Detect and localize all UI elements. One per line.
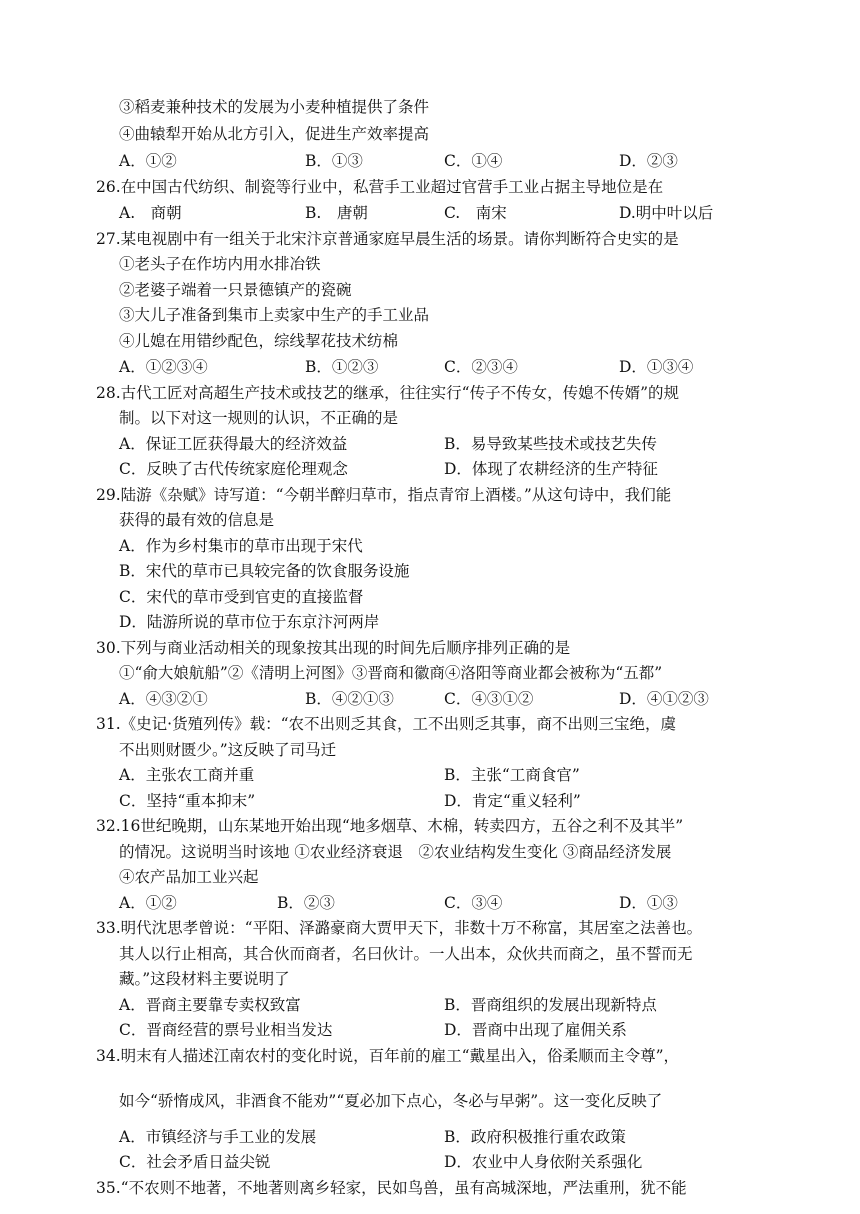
- option-a: A．①②③④: [119, 358, 208, 376]
- text-line: 不出则财匮少。”这反映了司马迁: [119, 741, 337, 759]
- option-b: B．易导致某些技术或技艺失传: [444, 435, 657, 453]
- question-32: 32.16世纪晚期，山东某地开始出现“地多烟草、木棉，转卖四方，五谷之利不及其半”: [96, 817, 684, 835]
- option-d: D．②③: [619, 152, 678, 170]
- option-row: [119, 458, 779, 480]
- question-30: 30.下列与商业活动相关的现象按其出现的时间先后顺序排列正确的是: [96, 639, 571, 657]
- question-27: 27.某电视剧中有一组关于北宋汴京普通家庭早晨生活的场景。请你判断符合史实的是: [96, 230, 679, 248]
- text-line: 制。以下对这一规则的认识，不正确的是: [119, 409, 399, 427]
- text-line: ④儿媳在用错纱配色，综线挈花技术纺棉: [119, 332, 399, 350]
- question-31: 31.《史记·货殖列传》载：“农不出则乏其食，工不出则乏其事，商不出则三宝绝，虞: [96, 715, 677, 733]
- text-line: ④农产品加工业兴起: [119, 868, 259, 886]
- option-c: C．④③①②: [444, 690, 534, 708]
- option-d: D．晋商中出现了雇佣关系: [444, 1021, 627, 1039]
- option-b: B．晋商组织的发展出现新特点: [444, 996, 657, 1014]
- option-b: B．④②①③: [305, 690, 394, 708]
- option-a: A．①②: [119, 894, 177, 912]
- option-b: B．宋代的草市已具较完备的饮食服务设施: [119, 562, 410, 580]
- option-a: A．作为乡村集市的草市出现于宋代: [119, 537, 363, 555]
- text-line: 藏。”这段材料主要说明了: [119, 970, 290, 988]
- text-line: ③大儿子准备到集市上卖家中生产的手工业品: [119, 306, 430, 324]
- text-line: ①“俞大娘航船”②《清明上河图》③晋商和徽商④洛阳等商业都会被称为“五都”: [119, 664, 663, 682]
- option-b: B．①②③: [305, 358, 379, 376]
- option-row: [119, 1019, 779, 1041]
- option-b: B．政府积极推行重农政策: [444, 1128, 626, 1146]
- option-a: A．主张农工商并重: [119, 766, 255, 784]
- option-a: A．市镇经济与手工业的发展: [119, 1128, 317, 1146]
- option-row: [119, 688, 779, 710]
- option-d: D．体现了农耕经济的生产特征: [444, 460, 658, 478]
- option-b: B．①③: [305, 152, 363, 170]
- option-row: [119, 1126, 779, 1148]
- text-line: 获得的最有效的信息是: [119, 511, 275, 529]
- option-c: C．坚持“重本抑末”: [119, 792, 256, 810]
- text-line: 如今“骄惰成风，非酒食不能劝”“夏必加下点心，冬必与早粥”。这一变化反映了: [119, 1092, 663, 1110]
- option-c: C．③④: [444, 894, 503, 912]
- text-line: ①老头子在作坊内用水排冶铁: [119, 255, 321, 273]
- question-29: 29.陆游《杂赋》诗写道：“今朝半醉归草市，指点青帘上酒楼。”从这句诗中，我们能: [96, 486, 672, 504]
- option-a: A．④③②①: [119, 690, 208, 708]
- option-row: [119, 202, 779, 224]
- option-a: A．晋商主要靠专卖权致富: [119, 996, 301, 1014]
- option-row: [119, 994, 779, 1016]
- option-d: D．陆游所说的草市位于东京汴河两岸: [119, 613, 380, 631]
- option-d: D．①③④: [619, 358, 694, 376]
- question-34: 34.明末有人描述江南农村的变化时说，百年前的雇工“戴星出入，俗柔顺而主令尊”，: [96, 1047, 680, 1065]
- option-row: [119, 150, 779, 172]
- option-d: D．①③: [619, 894, 678, 912]
- option-c: C．宋代的草市受到官吏的直接监督: [119, 588, 364, 606]
- option-b: B．②③: [277, 894, 335, 912]
- question-33: 33.明代沈思孝曾说：“平阳、泽潞豪商大贾甲天下，非数十万不称富，其居室之法善也。: [96, 919, 703, 937]
- option-row: [119, 892, 779, 914]
- option-d: D．肯定“重义轻利”: [444, 792, 581, 810]
- text-line: 其人以行止相高，其合伙而商者，名曰伙计。一人出本，众伙共而商之，虽不誓而无: [119, 945, 693, 963]
- question-28: 28.古代工匠对高超生产技术或技艺的继承，往往实行“传子不传女，传媳不传婿”的规: [96, 384, 680, 402]
- option-row: [119, 1151, 779, 1173]
- option-a: A．①②: [119, 152, 177, 170]
- option-c: C. 南宋: [444, 204, 507, 222]
- option-b: B. 唐朝: [305, 204, 368, 222]
- text-line: ④曲辕犁开始从北方引入，促进生产效率提高: [119, 125, 430, 143]
- option-c: C．①④: [444, 152, 503, 170]
- text-line: 的情况。这说明当时该地 ①农业经济衰退 ②农业结构发生变化 ③商品经济发展: [119, 843, 672, 861]
- text-line: ③稻麦兼种技术的发展为小麦种植提供了条件: [119, 98, 430, 116]
- option-row: [119, 790, 779, 812]
- option-row: [119, 764, 779, 786]
- option-c: C．反映了古代传统家庭伦理观念: [119, 460, 348, 478]
- option-a: A．保证工匠获得最大的经济效益: [119, 435, 348, 453]
- option-d: D．④①②③: [619, 690, 709, 708]
- option-c: C．晋商经营的票号业相当发达: [119, 1021, 333, 1039]
- option-d: D．农业中人身依附关系强化: [444, 1153, 643, 1171]
- option-b: B．主张“工商食官”: [444, 766, 580, 784]
- option-d: D.明中叶以后: [619, 204, 714, 222]
- option-row: [119, 356, 779, 378]
- text-line: ②老婆子端着一只景德镇产的瓷碗: [119, 281, 352, 299]
- option-a: A. 商朝: [119, 204, 182, 222]
- question-26: 26.在中国古代纺织、制瓷等行业中，私营手工业超过官营手工业占据主导地位是在: [96, 178, 664, 196]
- question-35: 35.“不农则不地著，不地著则离乡轻家，民如鸟兽，虽有高城深地，严法重刑，犹不能: [96, 1179, 687, 1197]
- option-c: C．社会矛盾日益尖锐: [119, 1153, 271, 1171]
- option-c: C．②③④: [444, 358, 518, 376]
- option-row: [119, 433, 779, 455]
